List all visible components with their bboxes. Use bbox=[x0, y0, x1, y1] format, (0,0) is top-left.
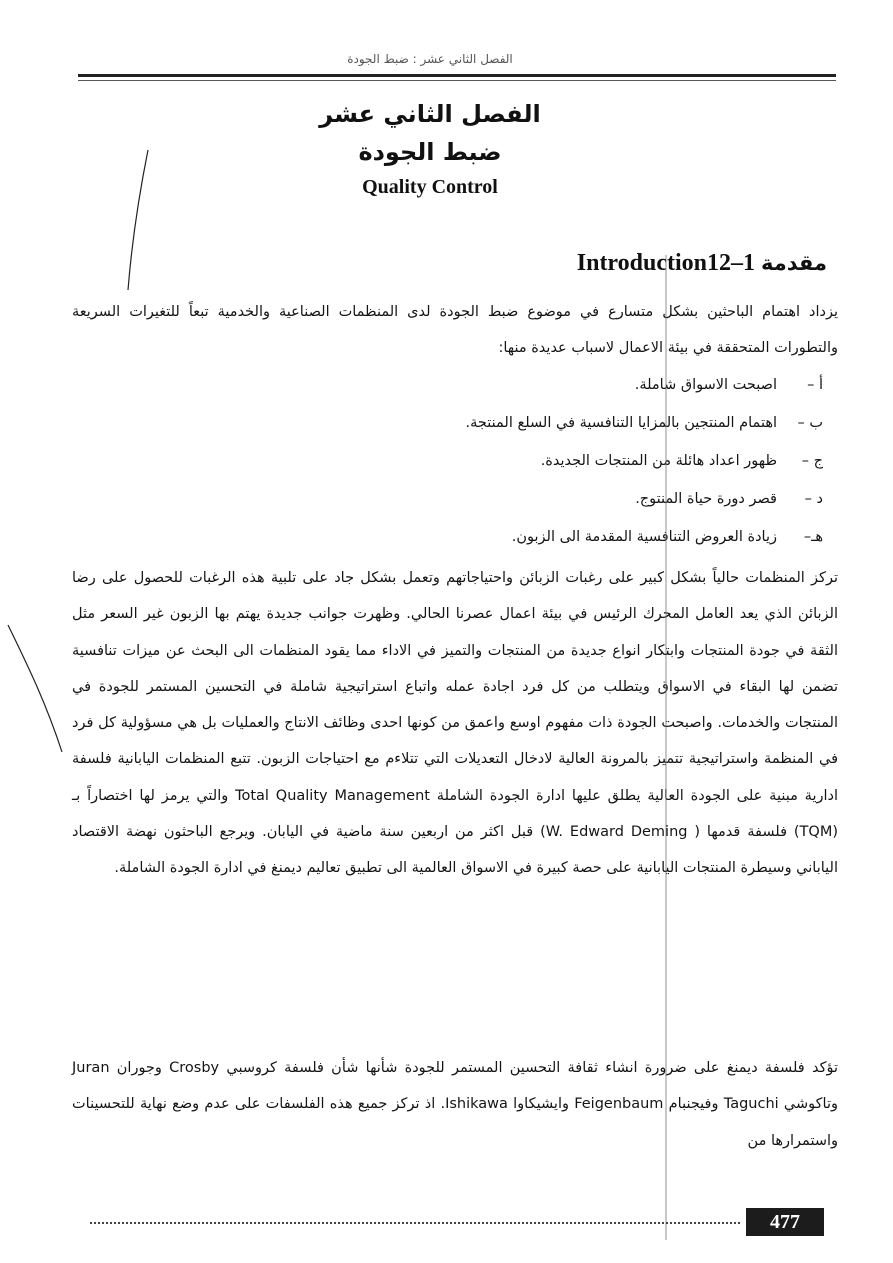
list-text: اهتمام المنتجين بالمزايا التنافسية في السلع المنتجة. bbox=[465, 415, 777, 431]
page-number: 477 bbox=[746, 1208, 824, 1236]
list-marker: ب – bbox=[797, 415, 823, 431]
pen-stroke bbox=[8, 625, 62, 752]
chapter-title-english: Quality Control bbox=[362, 176, 498, 198]
list-marker: د – bbox=[804, 491, 823, 507]
paragraph-1: يزداد اهتمام الباحثين بشكل متسارع في موضوع ضبط الجودة لدى المنظمات الصناعية والخدمية تبعاً للتغيرات السريعة والتطورات المتحققة في بيئة الاعمال لاسباب عديدة منها: bbox=[72, 304, 838, 357]
list-text: ظهور اعداد هائلة من المنتجات الجديدة. bbox=[540, 453, 777, 469]
footer-rule bbox=[90, 1222, 740, 1226]
paragraph-2: تركز المنظمات حالياً بشكل كبير على رغبات الزبائن واحتياجاتهم وتعمل بشكل جاد على تلبية هذه الرغبات للحصول على رضا الزبائن الذي يعد العامل المحرك الرئيس في بيئة اعمال عصرنا الحالي. وظهرت جوانب جديدة يهتم بها الزبون غير السعر مثل الثقة في جودة المنتجات وابتكار انواع جديدة من المنتجات والتميز في الاداء مما يقود المنظمات الى البحث عن ميزات تنافسية تضمن لها البقاء في الاسواق ويتطلب من كل فرد اجادة عمله واتباع استراتيجية شاملة في التحسين المستمر للجودة في المنتجات والخدمات. واصبحت الجودة ذات مفهوم اوسع واعمق من كونها احدى وظائف الانتاج والعمليات بل هي مسؤولية كل فرد في المنظمة واستراتيجية تتميز بالمرونة العالية لادخال التعديلات التي تتلاءم مع احتياجات الزبون. تتبع المنظمات اليابانية فلسفة ادارية مبنية على الجودة العالية يطلق عليها ادارة الجودة الشاملة Total Quality Management والتي يرمز لها اختصاراً بـ (TQM) فلسفة قدمها ( W. Edward Deming) قبل اكثر من اربعين سنة ماضية في اليابان. ويرجع الباحثون نهضة الاقتصاد الياباني وسيطرة المنتجات اليابانية على حصة كبيرة في الاسواق العالمية الى تطبيق تعاليم ديمنغ في ادارة الجودة الشاملة. bbox=[72, 570, 838, 877]
list-text: اصبحت الاسواق شاملة. bbox=[634, 377, 777, 393]
list-text: زيادة العروض التنافسية المقدمة الى الزبون. bbox=[511, 529, 777, 545]
section-title-english: Introduction bbox=[576, 250, 708, 276]
list-marker: أ – bbox=[807, 377, 823, 393]
running-header: الفصل الثاني عشر : ضبط الجودة bbox=[347, 52, 513, 66]
list-marker: هـ– bbox=[803, 529, 823, 545]
section-number: 1–12 bbox=[707, 250, 756, 276]
list-text: قصر دورة حياة المنتوج. bbox=[635, 491, 777, 507]
list-marker: ج – bbox=[801, 453, 823, 469]
page-footer bbox=[90, 1208, 834, 1238]
chapter-number: الفصل الثاني عشر bbox=[319, 100, 541, 128]
paragraph-3: تؤكد فلسفة ديمنغ على ضرورة انشاء ثقافة التحسين المستمر للجودة شأنها شأن فلسفة كروسبي Crosby وجوران Juran وتاكوشي Taguchi وفيجنبام Feigenbaum وايشيكاوا Ishikawa. اذ تركز جميع هذه الفلسفات على عدم وضع نهاية للتحسينات واستمرارها من bbox=[72, 1060, 838, 1149]
chapter-title-arabic: ضبط الجودة bbox=[358, 138, 502, 166]
pen-stroke bbox=[128, 150, 148, 290]
section-title-arabic: مقدمة bbox=[761, 251, 827, 275]
